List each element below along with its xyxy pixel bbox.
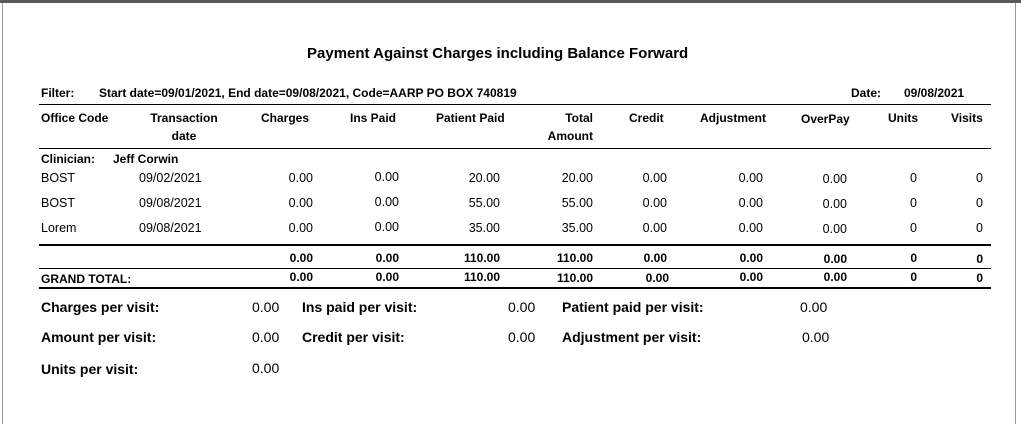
- row-date: 09/02/2021: [139, 171, 202, 185]
- grand-total-adjustment: 0.00: [739, 270, 763, 284]
- row-credit: 0.00: [642, 221, 667, 235]
- col-patient-paid: Patient Paid: [436, 111, 505, 125]
- subtotal-visits: 0: [976, 252, 983, 266]
- col-adjustment: Adjustment: [700, 111, 766, 125]
- row-patient-paid: 55.00: [468, 196, 500, 210]
- patient-paid-per-visit-value: 0.00: [800, 299, 828, 315]
- col-charges: Charges: [261, 111, 310, 125]
- row-charges: 0.00: [288, 221, 313, 235]
- units-per-visit-value: 0.00: [252, 360, 280, 376]
- col-total-amount-line1: Total: [565, 111, 593, 125]
- ins-paid-per-visit-label: Ins paid per visit:: [302, 299, 418, 315]
- date-label: Date:: [851, 86, 882, 100]
- row-charges: 0.00: [288, 171, 313, 185]
- row-ins-paid: 0.00: [374, 170, 399, 184]
- subtotal-overpay: 0.00: [823, 252, 847, 266]
- subtotal-charges: 0.00: [289, 251, 313, 265]
- clinician-name: Jeff Corwin: [113, 152, 179, 166]
- row-patient-paid: 35.00: [468, 221, 500, 235]
- row-ins-paid: 0.00: [374, 195, 399, 209]
- row-ins-paid: 0.00: [374, 220, 399, 234]
- row-adjustment: 0.00: [738, 171, 763, 185]
- row-patient-paid: 20.00: [468, 171, 500, 185]
- row-visits: 0: [976, 171, 983, 185]
- grand-total-total: 110.00: [556, 271, 593, 285]
- row-office: Lorem: [41, 221, 77, 235]
- col-transaction-date-line2: date: [171, 129, 197, 143]
- col-total-amount-line2: Amount: [547, 129, 593, 143]
- adjustment-per-visit-value: 0.00: [802, 329, 830, 345]
- row-date: 09/08/2021: [139, 196, 202, 210]
- ins-paid-per-visit-value: 0.00: [508, 299, 536, 315]
- amount-per-visit-label: Amount per visit:: [41, 329, 157, 345]
- charges-per-visit-label: Charges per visit:: [41, 299, 160, 315]
- row-adjustment: 0.00: [738, 221, 763, 235]
- report-title: Payment Against Charges including Balance Forward: [307, 45, 689, 62]
- row-visits: 0: [976, 221, 983, 235]
- subtotal-adjustment: 0.00: [739, 251, 763, 265]
- col-visits: Visits: [951, 111, 983, 125]
- col-units: Units: [888, 111, 918, 125]
- grand-total-credit: 0.00: [645, 271, 669, 285]
- grand-total-top-rule: [39, 268, 991, 269]
- col-office-code: Office Code: [41, 111, 109, 125]
- grand-total-patient-paid: 110.00: [463, 270, 500, 284]
- subtotal-units: 0: [910, 251, 917, 265]
- row-charges: 0.00: [288, 196, 313, 210]
- col-transaction-date-line1: Transaction: [150, 111, 218, 125]
- col-ins-paid: Ins Paid: [350, 111, 397, 125]
- row-units: 0: [910, 171, 917, 185]
- credit-per-visit-value: 0.00: [508, 329, 536, 345]
- subtotal-credit: 0.00: [643, 251, 667, 265]
- subtotal-ins-paid: 0.00: [375, 251, 399, 265]
- row-date: 09/08/2021: [139, 221, 202, 235]
- charges-per-visit-value: 0.00: [252, 299, 280, 315]
- row-overpay: 0.00: [822, 222, 847, 236]
- filter-label: Filter:: [41, 86, 75, 100]
- row-units: 0: [910, 196, 917, 210]
- grand-total-overpay: 0.00: [823, 270, 847, 284]
- row-credit: 0.00: [642, 196, 667, 210]
- row-total: 55.00: [561, 196, 593, 210]
- row-office: BOST: [41, 196, 76, 210]
- col-credit: Credit: [629, 111, 664, 125]
- filter-value: Start date=09/01/2021, End date=09/08/2021, Code=AARP PO BOX 740819: [99, 86, 517, 100]
- header-top-rule: [39, 104, 991, 105]
- adjustment-per-visit-label: Adjustment per visit:: [562, 329, 702, 345]
- grand-total-ins-paid: 0.00: [375, 270, 399, 284]
- grand-total-bottom-rule: [39, 287, 991, 289]
- row-total: 35.00: [561, 221, 593, 235]
- patient-paid-per-visit-label: Patient paid per visit:: [562, 299, 704, 315]
- row-overpay: 0.00: [822, 172, 847, 186]
- row-visits: 0: [976, 196, 983, 210]
- col-overpay: OverPay: [801, 112, 850, 126]
- subtotal-rule: [39, 244, 991, 246]
- grand-total-visits: 0: [976, 271, 983, 285]
- grand-total-charges: 0.00: [289, 270, 313, 284]
- subtotal-patient-paid: 110.00: [463, 251, 500, 265]
- row-units: 0: [910, 221, 917, 235]
- grand-total-label: GRAND TOTAL:: [41, 272, 132, 286]
- clinician-label: Clinician:: [41, 152, 96, 166]
- date-value: 09/08/2021: [904, 86, 965, 100]
- units-per-visit-label: Units per visit:: [41, 361, 139, 377]
- amount-per-visit-value: 0.00: [252, 329, 280, 345]
- credit-per-visit-label: Credit per visit:: [302, 329, 405, 345]
- row-office: BOST: [41, 171, 76, 185]
- row-adjustment: 0.00: [738, 196, 763, 210]
- header-bottom-rule: [39, 148, 991, 149]
- grand-total-units: 0: [910, 270, 917, 284]
- row-total: 20.00: [561, 171, 593, 185]
- report-page: [2, 3, 1016, 424]
- subtotal-total: 110.00: [556, 251, 593, 265]
- row-overpay: 0.00: [822, 197, 847, 211]
- row-credit: 0.00: [642, 171, 667, 185]
